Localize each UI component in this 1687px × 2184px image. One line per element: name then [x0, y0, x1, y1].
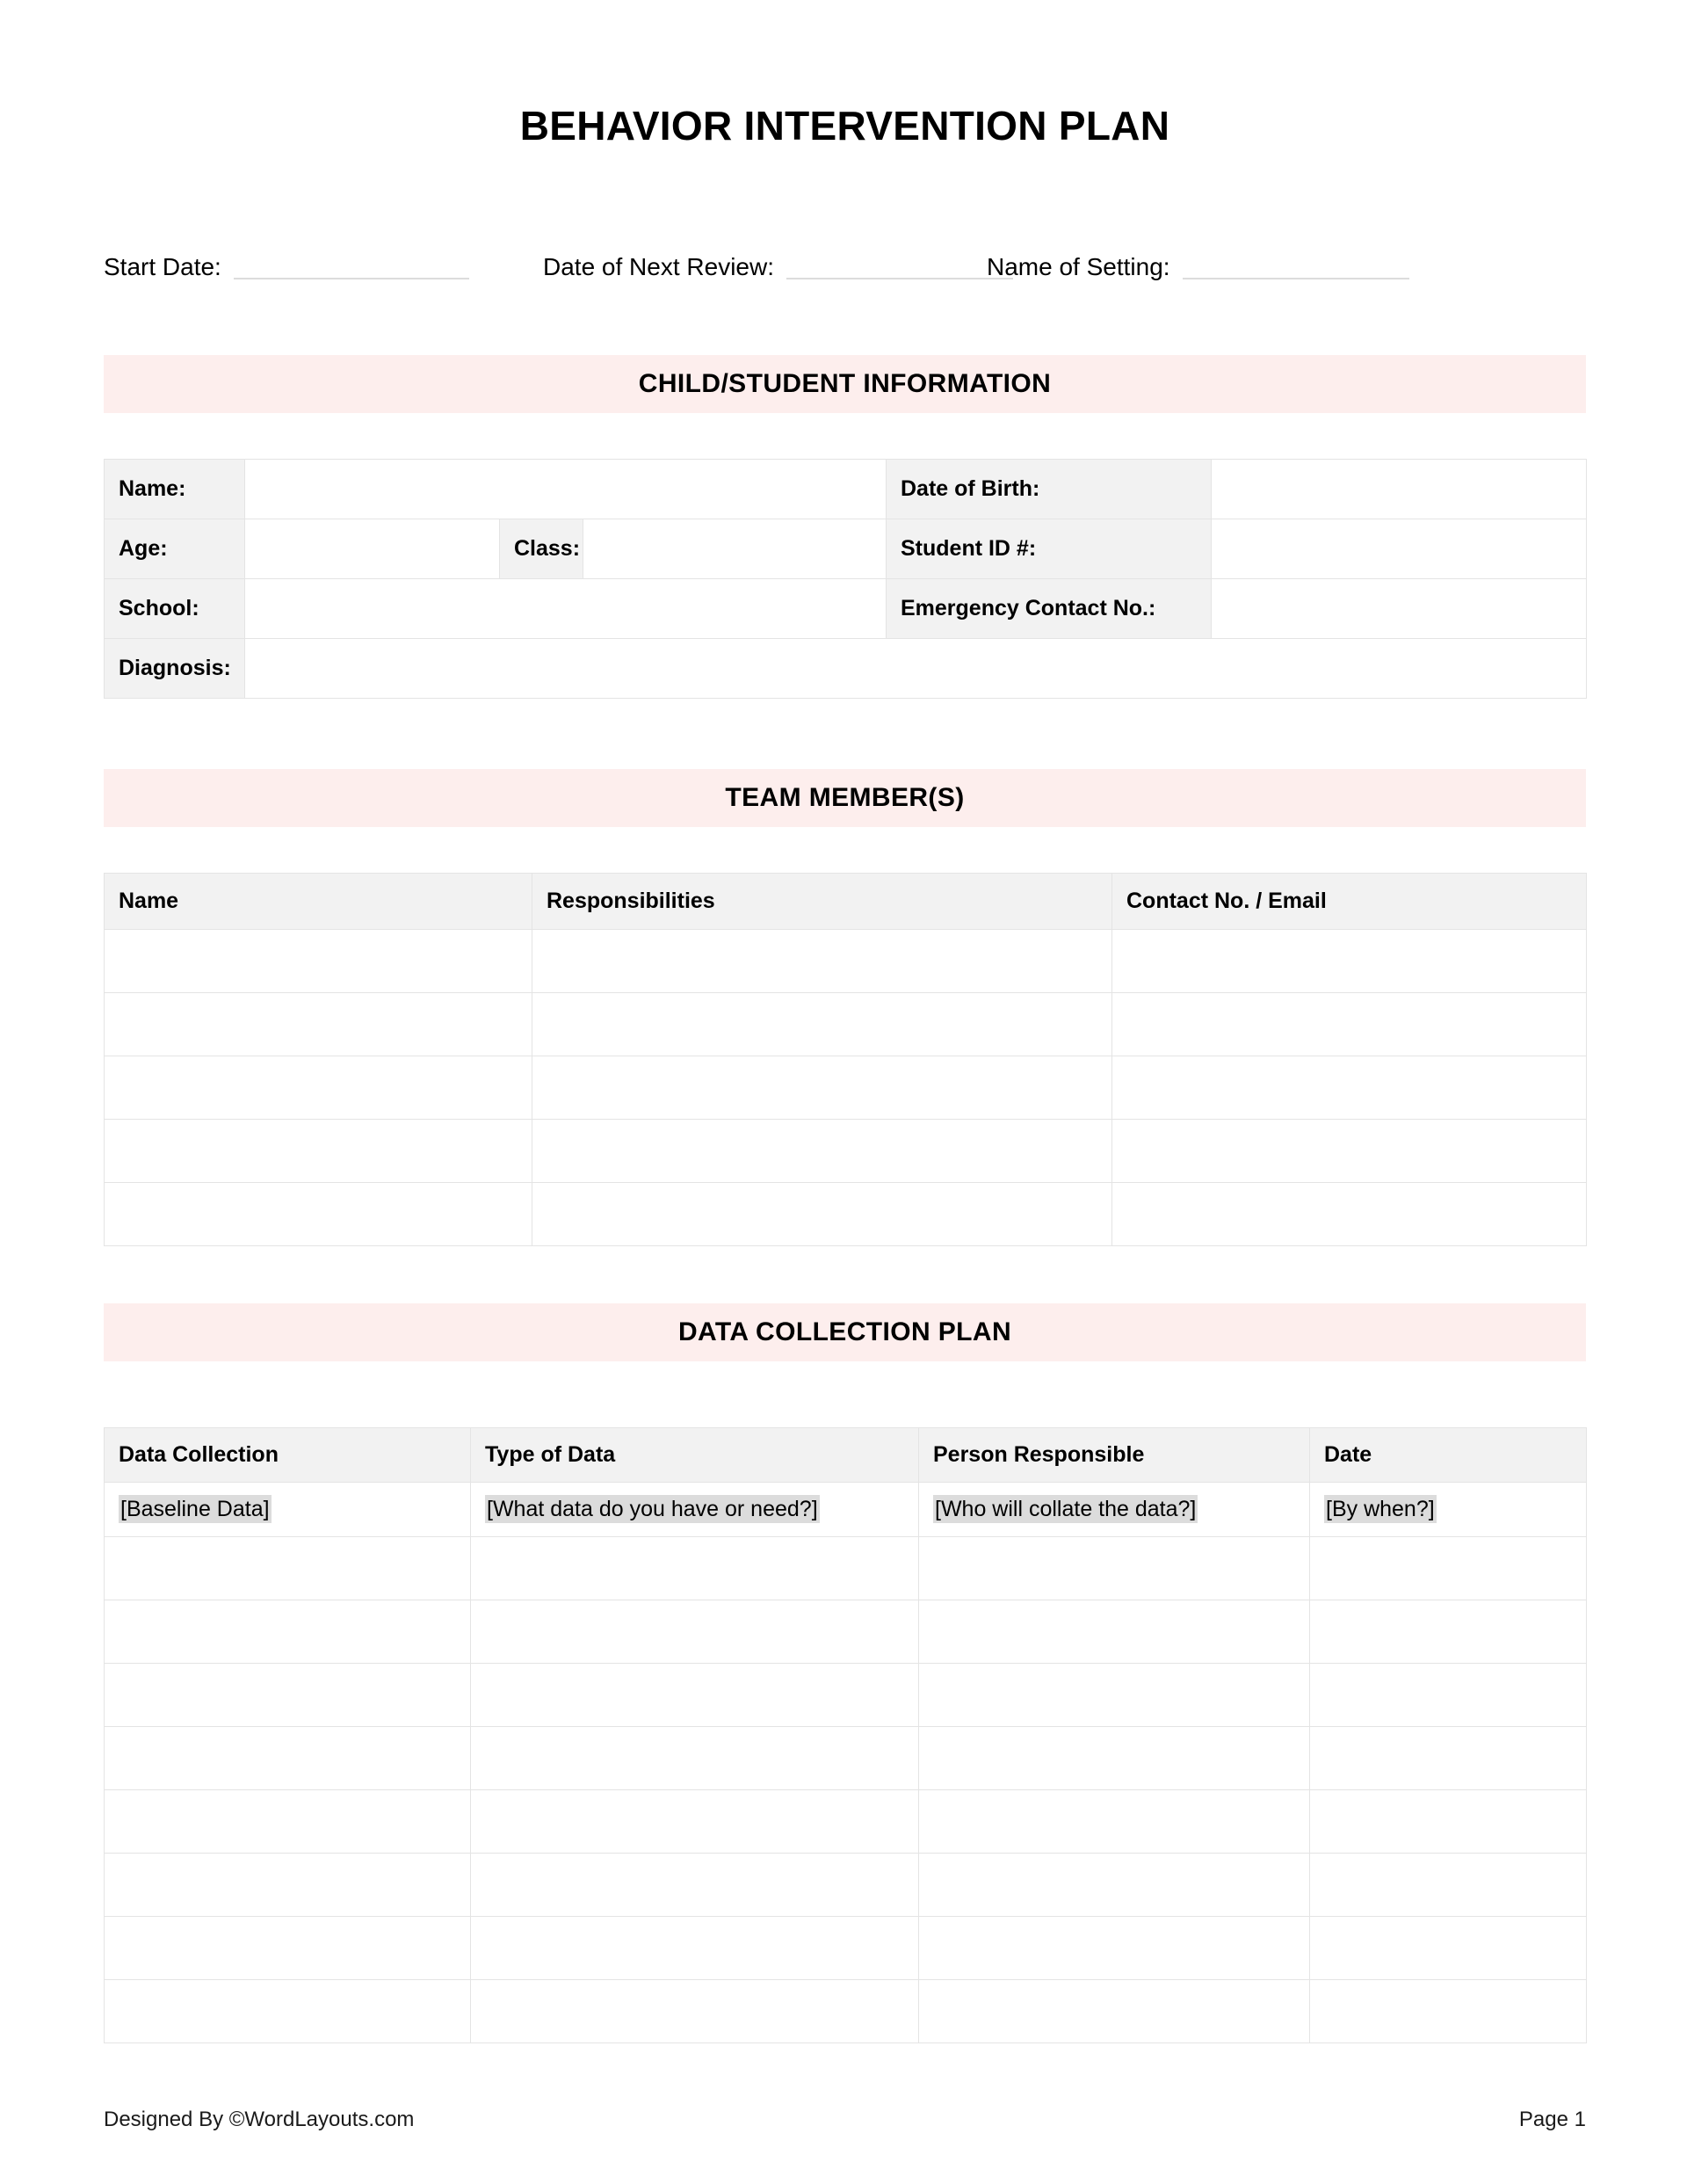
label-school: School:	[105, 579, 245, 639]
column-header-type-of-data: Type of Data	[471, 1428, 919, 1483]
column-header-responsibilities: Responsibilities	[532, 874, 1112, 930]
table-row	[105, 1917, 1587, 1980]
table-row	[105, 519, 1587, 579]
cell-name[interactable]	[105, 1120, 532, 1183]
field-start-date	[104, 239, 469, 279]
cell-data-collection[interactable]	[105, 1917, 471, 1980]
cell-contact[interactable]	[1112, 993, 1587, 1056]
table-row	[105, 1056, 1587, 1120]
value-emergency-contact[interactable]	[1212, 579, 1587, 639]
cell-person-responsible[interactable]	[919, 1980, 1310, 2043]
label-age: Age:	[105, 519, 245, 579]
table-row	[105, 1600, 1587, 1664]
section-band-team-members-label: TEAM MEMBER(S)	[725, 783, 965, 812]
footer-credit: Designed By ©WordLayouts.com	[104, 2108, 415, 2131]
cell-person-responsible[interactable]	[919, 1537, 1310, 1600]
field-date-of-next-review-label: Date of Next Review:	[543, 253, 774, 280]
column-header-name: Name	[105, 874, 532, 930]
cell-data-collection[interactable]	[105, 1980, 471, 2043]
field-name-of-setting-label: Name of Setting:	[987, 253, 1170, 280]
cell-responsibilities[interactable]	[532, 1120, 1112, 1183]
field-start-date-input[interactable]	[234, 248, 469, 279]
cell-data-collection[interactable]	[105, 1483, 471, 1537]
cell-responsibilities[interactable]	[532, 930, 1112, 993]
value-age[interactable]	[245, 519, 500, 579]
value-class[interactable]	[583, 519, 887, 579]
table-header-row	[105, 1428, 1587, 1483]
label-diagnosis: Diagnosis:	[105, 639, 245, 699]
table-row	[105, 1980, 1587, 2043]
cell-name[interactable]	[105, 1183, 532, 1246]
cell-type-of-data[interactable]	[471, 1980, 919, 2043]
cell-type-of-data[interactable]	[471, 1727, 919, 1790]
section-band-data-collection-plan-label: DATA COLLECTION PLAN	[677, 1317, 1012, 1346]
section-band-child-student-information-label: CHILD/STUDENT INFORMATION	[638, 369, 1052, 398]
section-band-data-collection-plan	[104, 1303, 1586, 1361]
label-name: Name:	[105, 460, 245, 519]
cell-responsibilities[interactable]	[532, 993, 1112, 1056]
table-row	[105, 930, 1587, 993]
table-row	[105, 639, 1587, 699]
cell-data-collection[interactable]	[105, 1727, 471, 1790]
cell-data-collection[interactable]	[105, 1600, 471, 1664]
table-row	[105, 1727, 1587, 1790]
cell-name[interactable]	[105, 1056, 532, 1120]
label-date-of-birth: Date of Birth:	[887, 460, 1212, 519]
cell-person-responsible[interactable]	[919, 1917, 1310, 1980]
cell-name[interactable]	[105, 993, 532, 1056]
cell-data-collection[interactable]	[105, 1790, 471, 1854]
table-row	[105, 1537, 1587, 1600]
value-date-of-birth[interactable]	[1212, 460, 1587, 519]
table-row	[105, 1183, 1587, 1246]
cell-data-collection[interactable]	[105, 1664, 471, 1727]
column-header-data-collection: Data Collection	[105, 1428, 471, 1483]
label-student-id: Student ID #:	[887, 519, 1212, 579]
cell-data-collection[interactable]	[105, 1854, 471, 1917]
table-row	[105, 1790, 1587, 1854]
cell-person-responsible[interactable]	[919, 1790, 1310, 1854]
field-date-of-next-review-input[interactable]	[786, 248, 1013, 279]
cell-data-collection[interactable]	[105, 1537, 471, 1600]
label-class: Class:	[500, 519, 583, 579]
cell-type-of-data[interactable]	[471, 1537, 919, 1600]
child-student-information-table	[104, 459, 1587, 699]
value-diagnosis[interactable]	[245, 639, 1587, 699]
cell-name[interactable]	[105, 930, 532, 993]
cell-type-of-data[interactable]	[471, 1917, 919, 1980]
column-header-contact: Contact No. / Email	[1112, 874, 1587, 930]
field-date-of-next-review	[543, 239, 1013, 279]
column-header-person-responsible: Person Responsible	[919, 1428, 1310, 1483]
data-collection-plan-table	[104, 1427, 1587, 2043]
value-name[interactable]	[245, 460, 887, 519]
table-row	[105, 460, 1587, 519]
cell-date[interactable]	[1310, 1483, 1587, 1537]
cell-person-responsible[interactable]	[919, 1727, 1310, 1790]
cell-responsibilities[interactable]	[532, 1183, 1112, 1246]
placeholder-person-responsible: [Who will collate the data?]	[935, 1497, 1197, 1521]
page-footer	[104, 2108, 1586, 2137]
cell-type-of-data[interactable]	[471, 1600, 919, 1664]
cell-person-responsible[interactable]	[919, 1854, 1310, 1917]
column-header-date: Date	[1310, 1428, 1587, 1483]
cell-person-responsible[interactable]	[919, 1483, 1310, 1537]
value-school[interactable]	[245, 579, 887, 639]
cell-date[interactable]	[1310, 1727, 1587, 1790]
table-row	[105, 1854, 1587, 1917]
cell-contact[interactable]	[1112, 1056, 1587, 1120]
cell-type-of-data[interactable]	[471, 1664, 919, 1727]
cell-date[interactable]	[1310, 1537, 1587, 1600]
cell-contact[interactable]	[1112, 1120, 1587, 1183]
cell-type-of-data[interactable]	[471, 1483, 919, 1537]
table-header-row	[105, 874, 1587, 930]
cell-type-of-data[interactable]	[471, 1790, 919, 1854]
table-row	[105, 1483, 1587, 1537]
placeholder-type-of-data: [What data do you have or need?]	[487, 1497, 818, 1521]
cell-person-responsible[interactable]	[919, 1600, 1310, 1664]
table-row	[105, 1664, 1587, 1727]
section-band-team-members	[104, 769, 1586, 827]
table-row	[105, 1120, 1587, 1183]
header-fields-row	[104, 239, 1586, 279]
team-members-table	[104, 873, 1587, 1246]
table-row	[105, 993, 1587, 1056]
value-student-id[interactable]	[1212, 519, 1587, 579]
cell-responsibilities[interactable]	[532, 1056, 1112, 1120]
field-name-of-setting	[987, 239, 1409, 279]
cell-date[interactable]	[1310, 1917, 1587, 1980]
section-band-child-student-information	[104, 355, 1586, 413]
footer-page-number: Page 1	[1518, 2108, 1586, 2131]
cell-date[interactable]	[1310, 1600, 1587, 1664]
cell-contact[interactable]	[1112, 1183, 1587, 1246]
placeholder-date: [By when?]	[1326, 1497, 1435, 1521]
placeholder-baseline-data: [Baseline Data]	[120, 1497, 270, 1521]
cell-date[interactable]	[1310, 1854, 1587, 1917]
cell-contact[interactable]	[1112, 930, 1587, 993]
field-name-of-setting-input[interactable]	[1183, 248, 1409, 279]
table-row	[105, 579, 1587, 639]
cell-person-responsible[interactable]	[919, 1664, 1310, 1727]
cell-date[interactable]	[1310, 1980, 1587, 2043]
cell-date[interactable]	[1310, 1790, 1587, 1854]
cell-type-of-data[interactable]	[471, 1854, 919, 1917]
field-start-date-label: Start Date:	[104, 253, 221, 280]
cell-date[interactable]	[1310, 1664, 1587, 1727]
page-title: BEHAVIOR INTERVENTION PLAN	[519, 103, 1170, 149]
label-emergency-contact: Emergency Contact No.:	[887, 579, 1212, 639]
